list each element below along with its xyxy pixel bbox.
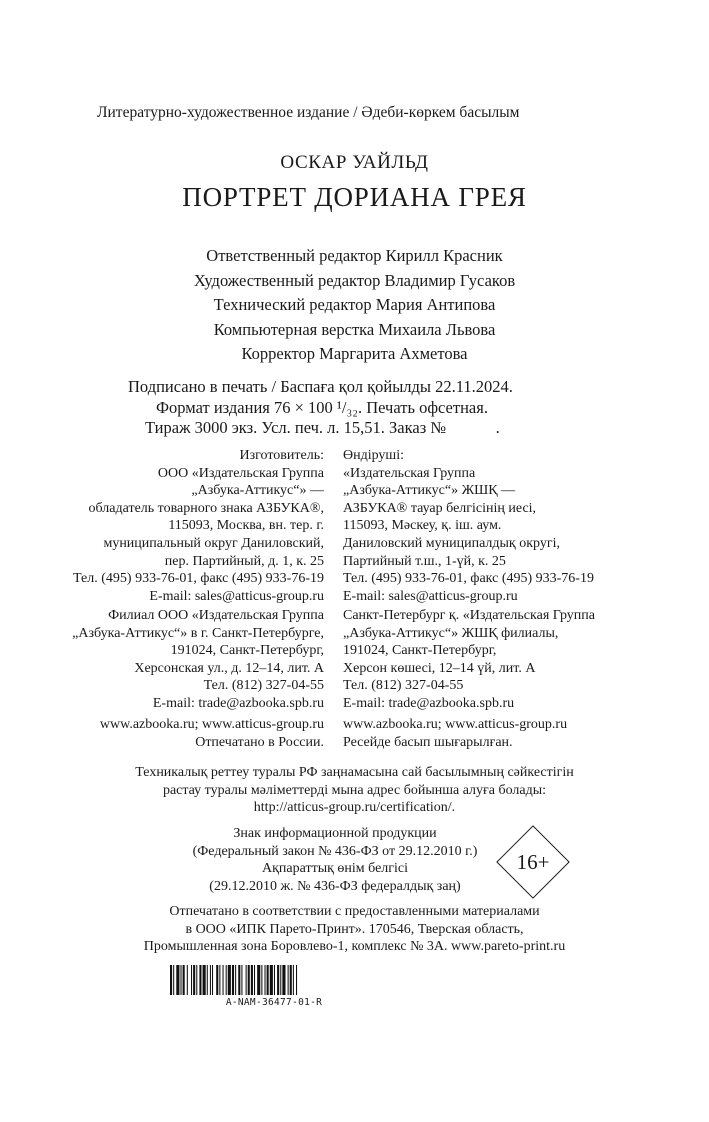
barcode-bar [183, 965, 185, 995]
website-line: www.azbooka.ru; www.atticus-group.ru [99, 717, 324, 732]
credit-line: Художественный редактор Владимир Гусаков [193, 270, 516, 290]
barcode-bar [235, 965, 236, 995]
barcode-bar [181, 965, 182, 995]
barcode-bar [280, 965, 281, 995]
barcode-bar [254, 965, 255, 995]
barcode-bar [196, 965, 197, 995]
text-line: Тел. (812) 327-04-55 [343, 678, 464, 694]
barcode-bar [265, 965, 266, 995]
text-line: пер. Партийный, д. 1, к. 25 [164, 553, 324, 569]
credit-line: Корректор Маргарита Ахметова [241, 344, 468, 363]
text-line: Даниловский муниципалдық округі, [343, 535, 560, 551]
barcode-bar [212, 965, 213, 995]
text-line: обладатель товарного знака АЗБУКА®, [88, 500, 324, 516]
text-line: Тел. (495) 933-76-01, факс (495) 933-76-19 [343, 571, 594, 587]
text-line: 191024, Санкт-Петербург, [170, 643, 324, 659]
barcode-bar [261, 965, 262, 995]
age-rating-label: 16+ [516, 850, 550, 874]
text-line: E-mail: sales@atticus-group.ru [343, 588, 518, 604]
barcode-bar [274, 965, 275, 995]
text-line: (29.12.2010 ж. № 436-ФЗ федералдық заң) [209, 878, 461, 894]
branch-ru [72, 607, 324, 713]
barcode-bar [173, 965, 174, 995]
publication-line: Тираж 3000 экз. Усл. печ. л. 15,51. Заказ № . [145, 418, 500, 437]
text-line: E-mail: sales@atticus-group.ru [149, 588, 324, 604]
text-line: Знак информационной продукции [233, 826, 437, 841]
manufacturer-kz [343, 447, 594, 605]
text-line: Филиал ООО «Издательская Группа [108, 608, 324, 623]
barcode-bar [187, 965, 188, 995]
barcode-bar [199, 965, 201, 995]
text-line: E-mail: trade@azbooka.spb.ru [343, 695, 515, 711]
text-line: 115093, Москва, вн. тер. г. [168, 518, 324, 534]
text-line: Тел. (812) 327-04-55 [203, 678, 324, 694]
text-line: 191024, Санкт-Петербург, [343, 643, 497, 659]
text-line: Промышленная зона Боровлево-1, комплекс № 3А. www.pareto-print.ru [143, 939, 566, 955]
web-ru [100, 716, 324, 751]
barcode-bar [241, 965, 242, 995]
barcode-bar [191, 965, 192, 995]
text-line: АЗБУКА® тауар белгісінің иесі, [343, 500, 537, 516]
barcode-bar [226, 965, 227, 995]
text-line: Тел. (495) 933-76-01, факс (495) 933-76-19 [73, 571, 324, 587]
barcode-bar [219, 965, 220, 995]
barcode-bar [267, 965, 269, 995]
text-line: „Азбука-Аттикус“» ЖШҚ — [343, 483, 516, 499]
text-line: Өндіруші: [343, 448, 404, 463]
text-line: E-mail: trade@azbooka.spb.ru [152, 695, 324, 711]
credit-line: Компьютерная верстка Михаила Львова [213, 319, 496, 339]
edition-type: Литературно-художественное издание / Әдеби-көркем басылым [97, 104, 520, 121]
text-line: растау туралы мәліметтерді мына адрес бойынша алуға болады: [162, 782, 547, 798]
publication-line: Подписано в печать / Баспаға қол қойылды 22.11.2024. [128, 377, 513, 396]
text-line: (Федеральный закон № 436-ФЗ от 29.12.2010 г.) [192, 843, 478, 859]
web-kz [343, 716, 567, 751]
text-line: 115093, Мәскеу, қ. іш. аум. [343, 518, 502, 534]
barcode-bar [293, 965, 294, 995]
barcode-bar [170, 965, 172, 995]
text-line: Херсон көшесі, 12–14 үй, лит. А [343, 660, 536, 676]
text-line: „Азбука-Аттикус“» ЖШҚ филиалы, [343, 625, 559, 641]
barcode-bar [277, 965, 279, 995]
barcode [170, 965, 378, 995]
barcode-bar [216, 965, 218, 995]
text-line: Санкт-Петербург қ. «Издательская Группа [343, 608, 595, 623]
tech-regulation-note [0, 764, 709, 817]
info-product-sign [170, 825, 500, 895]
barcode-bar [288, 965, 289, 995]
manufacturer-ru [73, 447, 324, 605]
text-line: Херсонская ул., д. 12–14, лит. А [134, 660, 324, 676]
credit-line: Ответственный редактор Кирилл Красник [206, 246, 503, 265]
branch-kz [343, 607, 595, 713]
barcode-bar [238, 965, 240, 995]
barcode-bar [282, 965, 285, 995]
barcode-bar [246, 965, 247, 995]
publication-line: Формат издания 76 × 100 ¹/₃₂. Печать офсетная. [156, 397, 488, 417]
age-rating-badge [496, 825, 570, 899]
credit-line: Технический редактор Мария Антипова [213, 295, 496, 314]
certification-link: http://atticus-group.ru/certification/. [253, 800, 456, 816]
text-line: Партийный т.ш., 1-үй, к. 25 [343, 553, 506, 569]
barcode-bar [193, 965, 195, 995]
barcode-bar [257, 965, 260, 995]
barcode-bar [251, 965, 253, 995]
book-title: ПОРТРЕТ ДОРИАНА ГРЕЯ [182, 182, 527, 212]
barcode-bar [228, 965, 231, 995]
barcode-bar [290, 965, 292, 995]
text-line: Отпечатано в России. [195, 734, 324, 750]
barcode-bar [203, 965, 206, 995]
text-line: Ақпараттық өнім белгісі [261, 861, 409, 877]
text-line: „Азбука-Аттикус“» в г. Санкт-Петербурге, [72, 625, 324, 641]
barcode-bar [248, 965, 250, 995]
text-line: Техникалық реттеу туралы РФ заңнамасына сай басылымның сәйкестігін [135, 765, 574, 780]
barcode-bar [232, 965, 234, 995]
printer-info [0, 903, 709, 956]
website-line: www.azbooka.ru; www.atticus-group.ru [343, 717, 568, 732]
barcode-bar [207, 965, 208, 995]
text-line: „Азбука-Аттикус“» — [191, 483, 324, 499]
text-line: в ООО «ИПК Парето-Принт». 170546, Тверская область, [185, 921, 524, 937]
text-line: Изготовитель: [239, 448, 324, 463]
text-line: ООО «Издательская Группа [157, 465, 324, 481]
text-line: Ресейде басып шығарылған. [343, 734, 513, 750]
publication-info [128, 377, 513, 439]
barcode-bar [296, 965, 297, 995]
text-line: «Издательская Группа [343, 465, 476, 481]
barcode-bar [210, 965, 211, 995]
credits-block [0, 244, 709, 367]
barcode-bar [270, 965, 273, 995]
barcode-code: A-NAM-36477-01-R [225, 997, 323, 1008]
author-name: ОСКАР УАЙЛЬД [280, 152, 429, 173]
barcode-bar [176, 965, 179, 995]
barcode-bar [223, 965, 224, 995]
text-line: муниципальный округ Даниловский, [103, 535, 324, 551]
text-line: Отпечатано в соответствии с предоставленными материалами [169, 904, 540, 919]
